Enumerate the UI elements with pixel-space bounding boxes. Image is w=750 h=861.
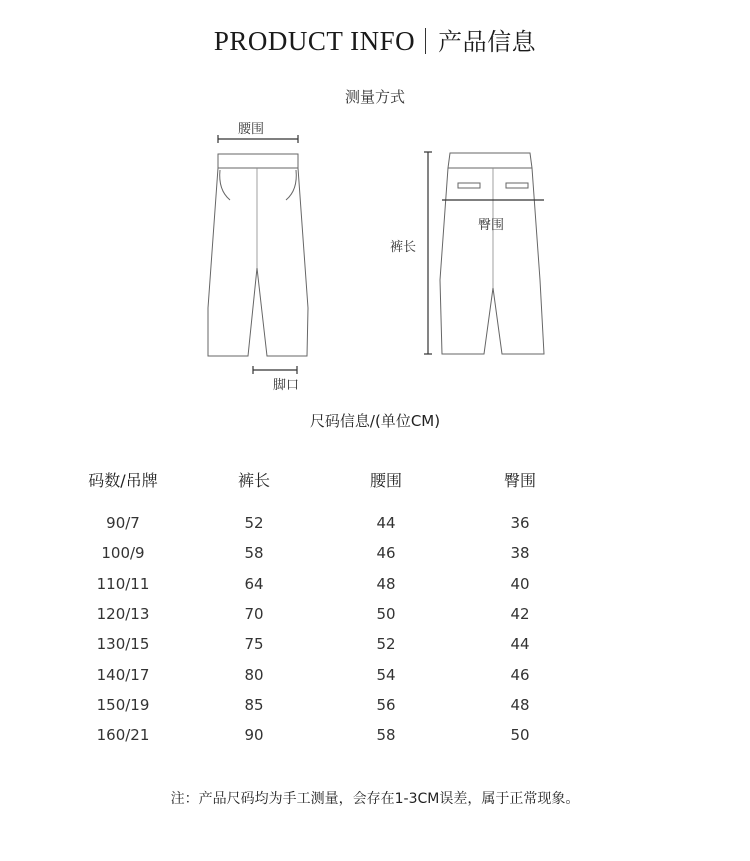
measurement-note: 注：产品尺码均为手工测量，会存在1-3CM误差，属于正常现象。: [170, 791, 580, 807]
table-cell: 58: [244, 544, 264, 563]
title-chinese: 产品信息: [438, 28, 537, 56]
pants-back-diagram: [384, 140, 564, 370]
pants-front-drawing: [190, 108, 310, 398]
table-cell: 42: [510, 605, 530, 624]
table-cell: 36: [510, 514, 530, 533]
column-header: 臀围: [503, 470, 536, 490]
page-title: [0, 22, 750, 57]
table-cell: 75: [244, 635, 264, 654]
table-cell: 40: [510, 574, 530, 593]
table-cell: 56: [376, 695, 396, 714]
table-row: [58, 720, 588, 750]
table-row: [58, 599, 588, 629]
length-label: 裤长: [390, 240, 417, 255]
table-header-row: [58, 462, 588, 496]
column-header: 裤长: [237, 470, 270, 490]
table-row: [58, 508, 588, 538]
table-cell: 58: [376, 726, 396, 745]
table-cell: 160/21: [96, 726, 150, 745]
column-header: 腰围: [369, 470, 402, 490]
table-cell: 48: [376, 574, 396, 593]
table-cell: 100/9: [101, 544, 145, 563]
pants-front-diagram: [190, 108, 310, 398]
table-cell: 44: [510, 635, 530, 654]
table-row: [58, 538, 588, 568]
table-cell: 90: [244, 726, 264, 745]
measurement-heading: 测量方式: [344, 88, 405, 106]
table-cell: 52: [244, 514, 264, 533]
title-divider: [425, 28, 426, 54]
table-cell: 50: [510, 726, 530, 745]
table-cell: 130/15: [96, 635, 150, 654]
table-cell: 44: [376, 514, 396, 533]
size-table: [58, 462, 588, 750]
table-cell: 85: [244, 695, 264, 714]
table-cell: 64: [244, 574, 264, 593]
table-cell: 46: [510, 665, 530, 684]
table-cell: 52: [376, 635, 396, 654]
table-cell: 90/7: [106, 514, 140, 533]
table-cell: 50: [376, 605, 396, 624]
table-cell: 38: [510, 544, 530, 563]
table-cell: 150/19: [96, 695, 150, 714]
hip-label: 臀围: [478, 218, 505, 233]
table-cell: 46: [376, 544, 396, 563]
column-header: 码数/吊牌: [88, 470, 158, 490]
table-cell: 48: [510, 695, 530, 714]
table-row: [58, 629, 588, 659]
table-cell: 120/13: [96, 605, 150, 624]
waist-label: 腰围: [238, 122, 265, 137]
size-table-heading: 尺码信息/(单位CM): [309, 412, 441, 430]
table-cell: 140/17: [96, 665, 150, 684]
table-row: [58, 659, 588, 689]
table-row: [58, 690, 588, 720]
title-english: PRODUCT INFO: [213, 26, 416, 56]
table-cell: 70: [244, 605, 264, 624]
table-row: [58, 569, 588, 599]
hem-label: 脚口: [273, 378, 300, 393]
pants-back-drawing: [384, 140, 564, 370]
table-cell: 80: [244, 665, 264, 684]
table-cell: 54: [376, 665, 396, 684]
table-cell: 110/11: [96, 574, 150, 593]
